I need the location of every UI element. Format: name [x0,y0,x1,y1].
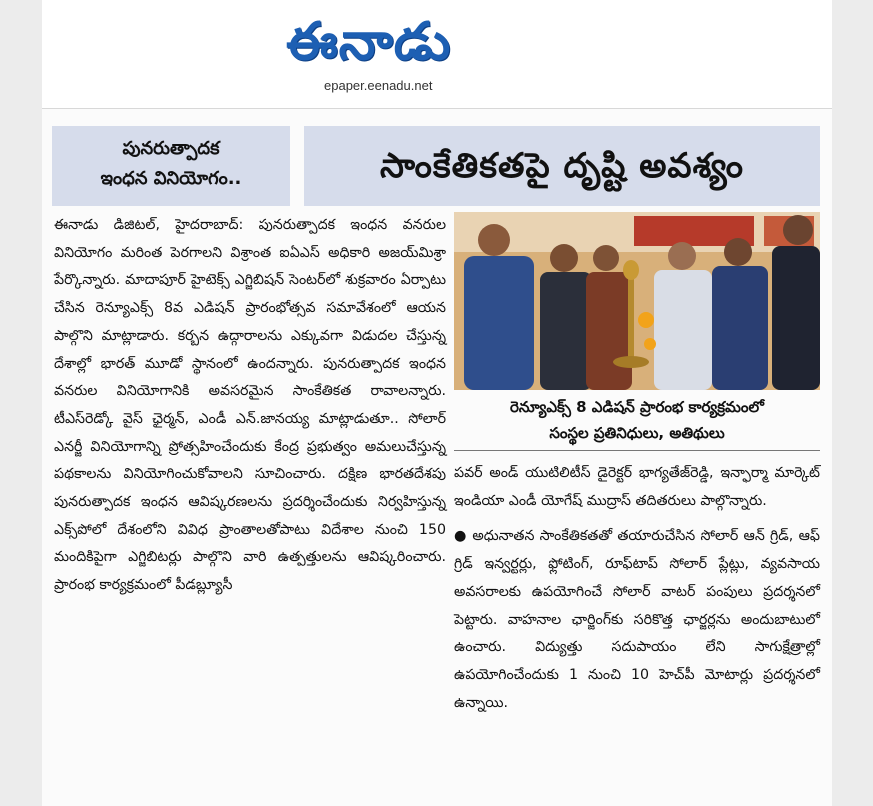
kicker-line-2: ఇంధన వినియోగం.. [100,168,242,189]
article-paragraph-right-1: పవర్ అండ్ యుటిలిటీస్ డైరెక్టర్ భాగ్యతేజ్‌రెడ్డి, ఇన్ఫార్మా మార్కెట్ ఇండియా ఎండీ యోగేష్ ముద్రాస్ తదితరులు పాల్గొన్నారు. [454,465,820,509]
article-left-column [54,212,446,600]
article-paragraph-right-2 [454,523,820,717]
photo-caption [454,394,820,451]
masthead [42,0,832,109]
newspaper-clipping [42,0,832,806]
caption-line-1: రెన్యూఎక్స్ 8 ఎడిషన్ ప్రారంభ కార్యక్రమంలో [510,398,764,416]
caption-line-2: సంస్థల ప్రతినిధులు, అతిథులు [549,424,725,442]
kicker-box [52,126,290,206]
article-paragraph-right-2-text: అధునాతన సాంకేతికతతో తయారుచేసిన సోలార్ ఆన్ గ్రిడ్, ఆఫ్ గ్రిడ్ ఇన్వర్టర్లు, ఫ్లోటింగ్, రూఫ్‌టాప్ సోలార్ ప్లేట్లు, వ్యవసాయ అవసరాలకు ఉపయోగించే సోలార్ వాటర్ పంపులు ప్రదర్శనలో పెట్టారు. వాహనాల ఛార్జింగ్‌కు సరికొత్త ఛార్జర్లను అందుబాటులో ఉంచారు. విద్యుత్తు సదుపాయం లేని సాగుక్షేత్రాల్లో ఉపయోగించేందుకు 1 నుంచి 10 హెచ్‌పీ మోటార్లు ప్రదర్శనలో ఉన్నాయి. [454,528,820,711]
article-paragraph-left: ఈనాడు డిజిటల్, హైదరాబాద్: పునరుత్పాదక ఇంధన వనరుల వినియోగం మరింత పెరగాలని విశ్రాంత ఐఏఎస్ అధికారి అజయ్‌మిశ్రా పేర్కొన్నారు. మాదాపూర్ హైటెక్స్ ఎగ్జిబిషన్ సెంటర్‌లో శుక్రవారం ఏర్పాటు చేసిన రెన్యూఎక్స్ 8వ ఎడిషన్ ప్రారంభోత్సవ సమావేశంలో ఆయన పాల్గొని మాట్లాడారు. కర్బన ఉద్గారాలను ఎక్కువగా విడుదల చేస్తున్న దేశాల్లో భారత్ మూడో స్థానంలో ఉందన్నారు. పునరుత్పాదక ఇంధన వనరుల వినియోగానికి అవసరమైన సాంకేతికత రావాలన్నారు. టీఎస్‌రెడ్కో వైస్ ఛైర్మన్, ఎండీ ఎన్.జానయ్య మాట్లాడుతూ.. సోలార్ ఎనర్జీ వినియోగాన్ని ప్రోత్సహించేందుకు కేంద్ర ప్రభుత్వం అమలుచేస్తున్న పథకాలను వినియోగించుకోవాలని సూచించారు. దక్షిణ భారతదేశపు పునరుత్పాదక ఇంధన ఆవిష్కరణలను ప్రదర్శించేందుకు నిర్వహిస్తున్న ఎక్స్‌పోలో దేశంలోని వివిధ ప్రాంతాలతోపాటు విదేశాల నుంచి 150 మందికిపైగా ఎగ్జిబిటర్లు పాల్గొని వారి ఉత్పత్తులను ఆవిష్కరించారు. ప్రారంభ కార్యక్రమంలో పీడబ్ల్యూసీ [54,217,446,594]
eenadu-logo: ఈనాడు [286,12,452,72]
lamp-lighting-photo [454,212,820,390]
event-photo [454,212,820,390]
kicker-line-1: పునరుత్పాదక [122,138,220,159]
article-right-column [454,460,820,717]
epaper-url: epaper.eenadu.net [324,78,433,93]
bullet-icon: ● [454,528,468,545]
headline: సాంకేతికతపై దృష్టి అవశ్యం [304,126,820,206]
